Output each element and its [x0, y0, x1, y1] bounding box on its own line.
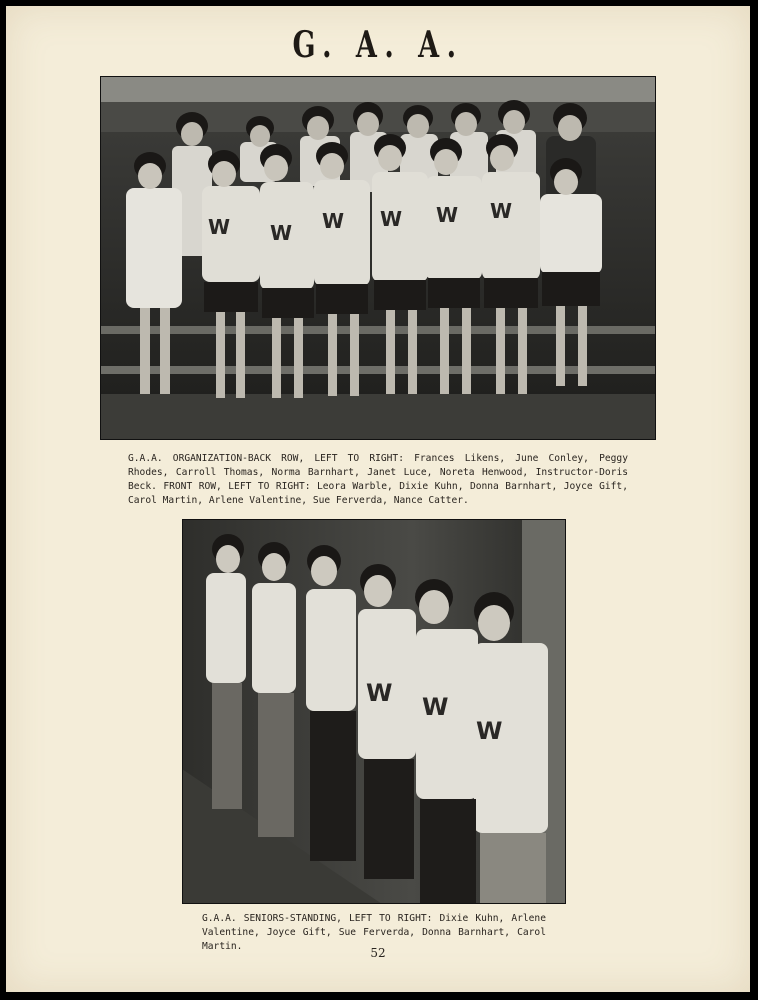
svg-text:W: W — [366, 679, 393, 707]
svg-text:W: W — [476, 717, 503, 745]
page-title: G. A. A. — [292, 24, 464, 66]
svg-text:W: W — [436, 203, 459, 227]
svg-text:W: W — [322, 209, 345, 233]
svg-text:W: W — [380, 207, 403, 231]
svg-text:W: W — [270, 221, 293, 245]
svg-text:W: W — [208, 215, 231, 239]
seniors-photo-caption: G.A.A. SENIORS-STANDING, LEFT TO RIGHT: Dixie Kuhn, Arlene Valentine, Joyce Gift, Sue Ferverda, Donna Barnhart, Carol Martin. — [202, 913, 546, 952]
svg-text:W: W — [422, 693, 449, 721]
seniors-photo — [182, 519, 566, 904]
page-number: 52 — [370, 946, 386, 960]
group-photo-caption: G.A.A. ORGANIZATION-BACK ROW, LEFT TO RIGHT: Frances Likens, June Conley, Peggy Rhodes, Carroll Thomas, Norma Barnhart, Janet Luce, Noreta Henwood, Instructor-Doris Beck. FRONT ROW, LEFT TO RIGHT: Leora Warble, Dixie Kuhn, Donna Barnhart, Joyce Gift, Carol Martin, Arlene Valentine, Sue Ferverda, Nance Catter. — [128, 453, 628, 506]
svg-text:W: W — [490, 199, 513, 223]
yearbook-page — [6, 6, 750, 992]
group-photo — [100, 76, 656, 440]
